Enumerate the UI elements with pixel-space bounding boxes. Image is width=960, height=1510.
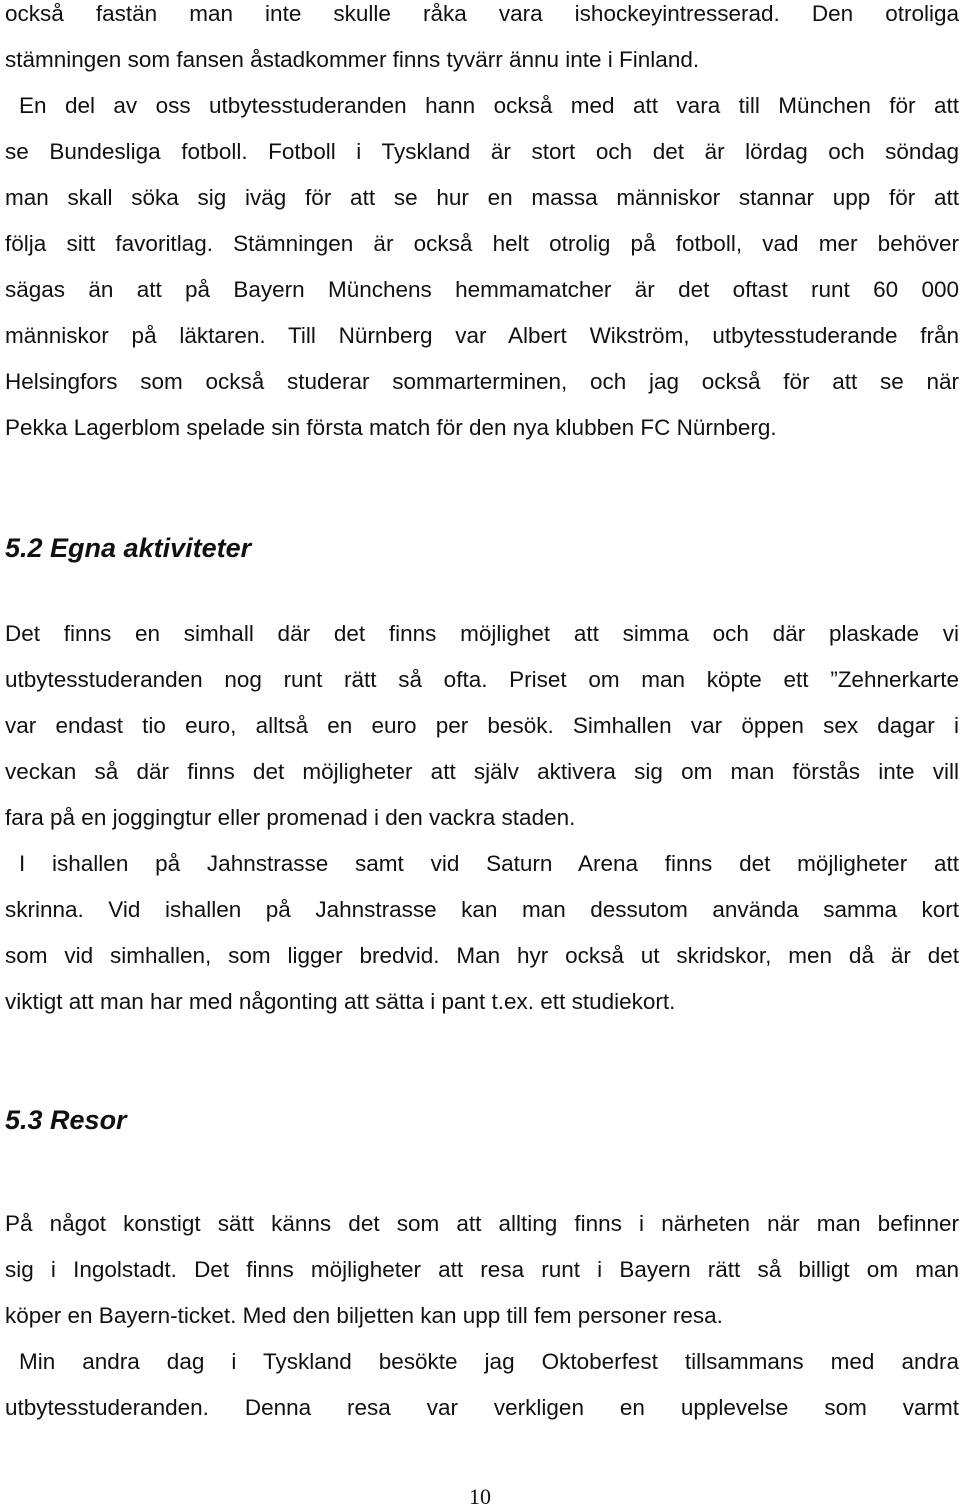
text-line: skrinna. Vid ishallen på Jahnstrasse kan man dessutom använda samma kort: [5, 897, 959, 922]
text-line: I ishallen på Jahnstrasse samt vid Saturn Arena finns det möjligheter att: [19, 851, 959, 876]
text-line: utbytesstuderanden. Denna resa var verkligen en upplevelse som varmt: [5, 1395, 959, 1420]
section-heading: 5.3 Resor: [5, 1105, 127, 1135]
text-line: som vid simhallen, som ligger bredvid. Man hyr också ut skridskor, men då är det: [5, 943, 959, 968]
section-heading: 5.2 Egna aktiviteter: [5, 533, 252, 563]
text-line: också fastän man inte skulle råka vara ishockeyintresserad. Den otroliga: [5, 1, 959, 26]
text-line: följa sitt favoritlag. Stämningen är också helt otrolig på fotboll, vad mer behöver: [5, 231, 959, 256]
text-line: På något konstigt sätt känns det som att allting finns i närheten när man befinner: [5, 1211, 959, 1236]
text-line: människor på läktaren. Till Nürnberg var Albert Wikström, utbytesstuderande från: [5, 323, 959, 348]
text-line: Helsingfors som också studerar sommarterminen, och jag också för att se när: [5, 369, 959, 394]
text-line: fara på en joggingtur eller promenad i den vackra staden.: [5, 805, 576, 830]
text-line: stämningen som fansen åstadkommer finns tyvärr ännu inte i Finland.: [5, 47, 700, 72]
text-line: En del av oss utbytesstuderanden hann också med att vara till München för att: [19, 93, 959, 118]
text-line: Det finns en simhall där det finns möjlighet att simma och där plaskade vi: [5, 621, 959, 646]
text-line: se Bundesliga fotboll. Fotboll i Tyskland är stort och det är lördag och söndag: [5, 139, 959, 164]
text-line: Min andra dag i Tyskland besökte jag Oktoberfest tillsammans med andra: [19, 1349, 959, 1374]
text-line: Pekka Lagerblom spelade sin första match för den nya klubben FC Nürnberg.: [5, 415, 777, 440]
text-line: sägas än att på Bayern Münchens hemmamatcher är det oftast runt 60 000: [5, 277, 959, 302]
text-line: viktigt att man har med någonting att sätta i pant t.ex. ett studiekort.: [5, 989, 676, 1014]
text-line: sig i Ingolstadt. Det finns möjligheter att resa runt i Bayern rätt så billigt om man: [5, 1257, 959, 1282]
page-number: 10: [469, 1484, 491, 1509]
text-line: veckan så där finns det möjligheter att själv aktivera sig om man förstås inte vill: [5, 759, 959, 784]
text-line: man skall söka sig iväg för att se hur en massa människor stannar upp för att: [5, 185, 959, 210]
text-line: köper en Bayern-ticket. Med den biljetten kan upp till fem personer resa.: [5, 1303, 723, 1328]
text-line: utbytesstuderanden nog runt rätt så ofta. Priset om man köpte ett ”Zehnerkarte: [5, 667, 959, 692]
text-line: var endast tio euro, alltså en euro per besök. Simhallen var öppen sex dagar i: [5, 713, 959, 738]
